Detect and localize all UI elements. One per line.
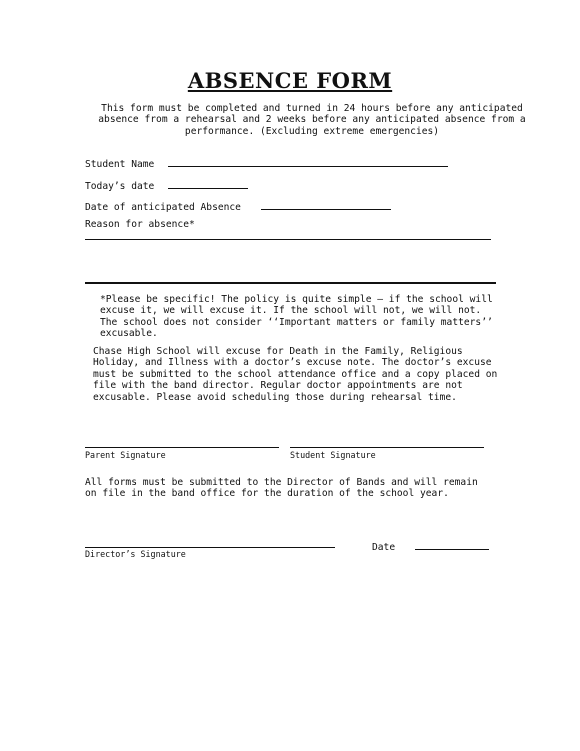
student-name-label: Student Name [85, 159, 155, 170]
student-signature-label: Student Signature [290, 450, 376, 460]
date-field [372, 539, 489, 553]
student-name-field [85, 156, 448, 170]
date-label: Date [372, 542, 396, 553]
specificity-note: *Please be specific! The policy is quite simple – if the school will excuse it, we will excuse it. If the school will not, we will not. The school does not consider ‘‘Important matters or family matters’’ excusable. [100, 294, 493, 340]
parent-signature-label: Parent Signature [85, 450, 166, 460]
parent-signature-line[interactable] [85, 447, 279, 448]
director-signature-line[interactable] [85, 547, 335, 548]
section-divider [85, 282, 496, 284]
student-name-line[interactable] [168, 156, 448, 167]
chase-policy-paragraph: Chase High School will excuse for Death in the Family, Religious Holiday, and Illness with a doctor’s excuse note. The doctor’s excuse must be submitted to the school attendance office and a copy placed on file with the band director. Regular doctor appointments are not excusable. Please avoid scheduling those during rehearsal time. [93, 346, 498, 403]
date-line[interactable] [415, 539, 489, 550]
todays-date-label: Today’s date [85, 181, 155, 192]
forms-notice-paragraph: All forms must be submitted to the Director of Bands and will remain on file in the band office for the duration of the school year. [85, 477, 478, 500]
anticipated-absence-field [85, 199, 391, 213]
reason-line[interactable] [85, 239, 491, 240]
todays-date-line[interactable] [168, 178, 248, 189]
page-title: ABSENCE FORM [187, 68, 393, 93]
reason-field [85, 219, 195, 230]
anticipated-absence-line[interactable] [261, 199, 391, 210]
student-signature-line[interactable] [290, 447, 484, 448]
todays-date-field [85, 178, 248, 192]
director-signature-label: Director’s Signature [85, 549, 186, 559]
intro-paragraph: This form must be completed and turned in 24 hours before any anticipated absence from a rehearsal and 2 weeks before any anticipated absence from a performance. (Excluding extreme emergencies) [98, 103, 526, 137]
reason-label: Reason for absence* [85, 219, 195, 230]
anticipated-absence-label: Date of anticipated Absence [85, 202, 241, 213]
